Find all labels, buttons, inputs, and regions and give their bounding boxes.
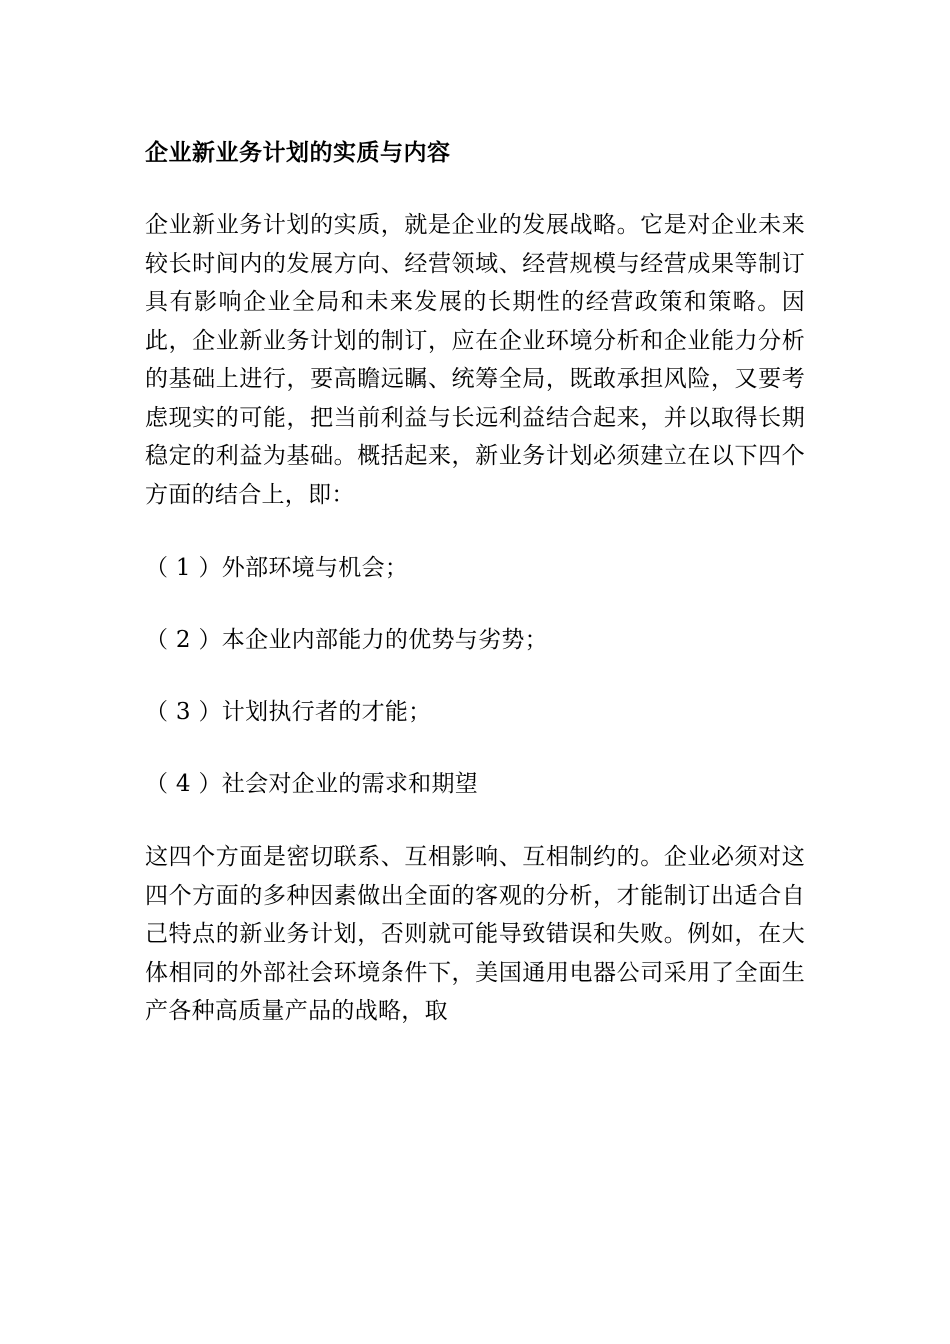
- list-item: [145, 766, 805, 802]
- document-body: [145, 135, 805, 1067]
- list-marker: （ 3 ）: [145, 699, 222, 725]
- list-marker: （ 1 ）: [145, 555, 222, 581]
- list-item: [145, 550, 805, 586]
- list-text: 外部环境与机会；: [221, 555, 409, 581]
- list-item: [145, 694, 805, 730]
- list-item: [145, 622, 805, 658]
- intro-paragraph: 企业新业务计划的实质，就是企业的发展战略。它是对企业未来较长时间内的发展方向、经营领域、经营规模与经营成果等制订具有影响企业全局和未来发展的长期性的经营政策和策略。因此，企业新业务计划的制订，应在企业环境分析和企业能力分析的基础上进行，要高瞻远瞩、统筹全局，既敢承担风险，又要考虑现实的可能，把当前利益与长远利益结合起来，并以取得长期稳定的利益为基础。概括起来，新业务计划必须建立在以下四个方面的结合上，即：: [145, 212, 805, 508]
- list-text: 社会对企业的需求和期望: [221, 771, 479, 797]
- list-marker: （ 4 ）: [145, 771, 222, 797]
- list-marker: （ 2 ）: [145, 627, 222, 653]
- closing-paragraph: 这四个方面是密切联系、互相影响、互相制约的。企业必须对这四个方面的多种因素做出全面的客观的分析，才能制订出适合自己特点的新业务计划，否则就可能导致错误和失败。例如，在大体相同的外部社会环境条件下，美国通用电器公司采用了全面生产各种高质量产品的战略，取: [145, 844, 805, 1024]
- factor-list: [145, 550, 805, 802]
- list-text: 计划执行者的才能；: [221, 699, 432, 725]
- list-text: 本企业内部能力的优势与劣势；: [221, 627, 548, 653]
- document-title: 企业新业务计划的实质与内容: [145, 139, 451, 166]
